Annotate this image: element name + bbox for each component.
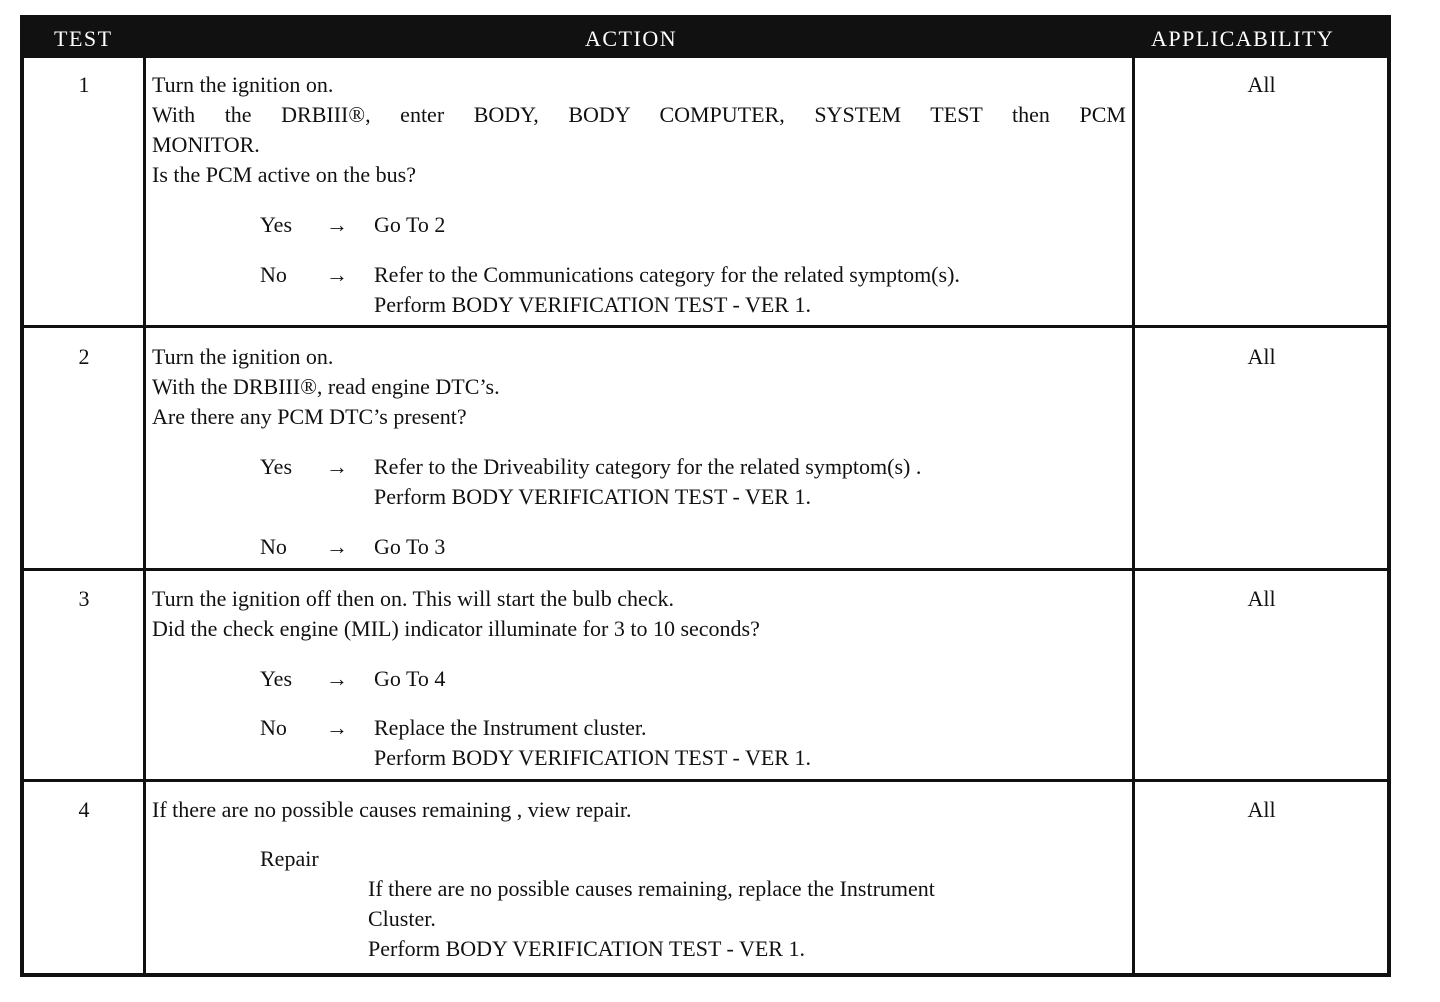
column-divider bbox=[1132, 19, 1135, 973]
diagnostic-test-table bbox=[20, 15, 1391, 977]
test-number: 4 bbox=[78, 797, 90, 822]
action-text: With the DRBIII®, enter BODY, BODY COMPUTER, SYSTEM TEST then PCM bbox=[152, 102, 1126, 127]
yes-result: Go To 4 bbox=[374, 666, 446, 691]
repair-text: Perform BODY VERIFICATION TEST - VER 1. bbox=[368, 936, 805, 961]
arrow-icon: → bbox=[326, 212, 348, 237]
action-text: Is the PCM active on the bus? bbox=[152, 162, 416, 187]
applicability-value: All bbox=[1247, 344, 1276, 369]
row-divider bbox=[24, 325, 1387, 328]
repair-text: If there are no possible causes remaining, replace the Instrument bbox=[368, 876, 935, 901]
arrow-icon: → bbox=[326, 262, 348, 287]
no-result: Replace the Instrument cluster. bbox=[374, 715, 647, 740]
action-text: Turn the ignition off then on. This will start the bulb check. bbox=[152, 586, 675, 611]
arrow-icon: → bbox=[326, 666, 348, 691]
arrow-icon: → bbox=[326, 715, 348, 740]
applicability-value: All bbox=[1247, 586, 1276, 611]
action-text: Turn the ignition on. bbox=[152, 344, 334, 369]
repair-text: Cluster. bbox=[368, 906, 436, 931]
yes-label: Yes bbox=[260, 666, 293, 691]
yes-result: Refer to the Driveability category for the related symptom(s) . bbox=[374, 454, 922, 479]
no-result: Refer to the Communications category for the related symptom(s). bbox=[374, 262, 960, 287]
no-result: Perform BODY VERIFICATION TEST - VER 1. bbox=[374, 745, 811, 770]
yes-label: Yes bbox=[260, 212, 293, 237]
yes-label: Yes bbox=[260, 454, 293, 479]
applicability-value: All bbox=[1247, 72, 1276, 97]
arrow-icon: → bbox=[326, 454, 348, 479]
column-divider bbox=[143, 19, 146, 973]
test-number: 1 bbox=[78, 72, 90, 97]
header-applicability: APPLICABILITY bbox=[1151, 26, 1335, 51]
action-text: MONITOR. bbox=[152, 132, 260, 157]
row-divider bbox=[24, 568, 1387, 571]
action-text: Turn the ignition on. bbox=[152, 72, 334, 97]
action-text: If there are no possible causes remaining , view repair. bbox=[152, 797, 632, 822]
no-label: No bbox=[260, 262, 287, 287]
arrow-icon: → bbox=[326, 534, 348, 559]
yes-result: Perform BODY VERIFICATION TEST - VER 1. bbox=[374, 484, 811, 509]
test-number: 3 bbox=[78, 586, 90, 611]
header-test: TEST bbox=[54, 26, 113, 51]
header-action: ACTION bbox=[585, 26, 678, 51]
yes-result: Go To 2 bbox=[374, 212, 446, 237]
no-result: Perform BODY VERIFICATION TEST - VER 1. bbox=[374, 292, 811, 317]
no-label: No bbox=[260, 534, 287, 559]
row-divider bbox=[24, 779, 1387, 782]
no-result: Go To 3 bbox=[374, 534, 446, 559]
action-text: Are there any PCM DTC’s present? bbox=[152, 404, 467, 429]
repair-label: Repair bbox=[260, 846, 319, 871]
applicability-value: All bbox=[1247, 797, 1276, 822]
no-label: No bbox=[260, 715, 287, 740]
action-text: Did the check engine (MIL) indicator illuminate for 3 to 10 seconds? bbox=[152, 616, 760, 641]
table-header bbox=[24, 19, 1387, 58]
action-text: With the DRBIII®, read engine DTC’s. bbox=[152, 374, 500, 399]
test-number: 2 bbox=[78, 344, 90, 369]
